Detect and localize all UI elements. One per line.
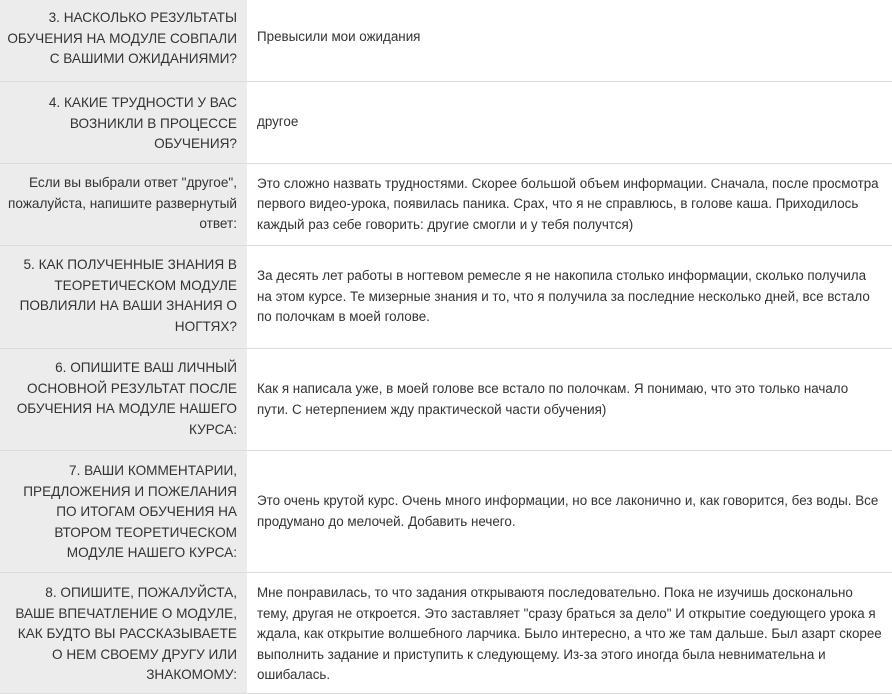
table-row: [0, 0, 892, 82]
table-row: [0, 349, 892, 451]
answer-text: Как я написала уже, в моей голове все встало по полочкам. Я понимаю, что это только начало пути. С нетерпением жду практической части обучения): [257, 381, 849, 417]
answer-text: Это сложно назвать трудностями. Скорее большой объем информации. Сначала, после просмотра первого видео-урока, появилась паника. Срах, что я не справлюсь, в голове каша. Приходилось каждый раз себе говорить: другие смогли и у тебя получтся): [257, 175, 879, 232]
question-label: 7. ВАШИ КОММЕНТАРИИ, ПРЕДЛОЖЕНИЯ И ПОЖЕЛАНИЯ ПО ИТОГАМ ОБУЧЕНИЯ НА ВТОРОМ ТЕОРЕТИЧЕСКОМ МОДУЛЕ НАШЕГО КУРСА:: [0, 451, 247, 572]
answer-text: другое: [257, 114, 299, 130]
answer-text: Это очень крутой курс. Очень много информации, но все лаконично и, как говорится, без воды. Все продумано до мелочей. Добавить нечего.: [257, 493, 879, 529]
answer-cell: [247, 0, 892, 81]
question-label: 5. КАК ПОЛУЧЕННЫЕ ЗНАНИЯ В ТЕОРЕТИЧЕСКОМ МОДУЛЕ ПОВЛИЯЛИ НА ВАШИ ЗНАНИЯ О НОГТЯХ?: [0, 246, 247, 348]
answer-text: Превысили мои ожидания: [257, 29, 421, 45]
question-label: Если вы выбрали ответ "другое", пожалуйста, напишите развернутый ответ:: [0, 164, 247, 245]
answer-cell: [247, 246, 892, 348]
answer-cell: [247, 573, 892, 693]
answer-text: Мне понравилась, то что задания открываютя последовательно. Пока не изучишь досконально тему, другая не откроется. Это заставляет "сразу браться за дело" И открытие соедующего урока я ждала, как открытие волшебного ларчика. Было интересно, а что же там дальше. Был азарт скорее выполнить задание и приступить к следующему. Из-за этого иногда была невнимательна и ошибалась.: [257, 585, 882, 682]
table-row: [0, 451, 892, 573]
answer-cell: [247, 164, 892, 245]
answer-text: За десять лет работы в ногтевом ремесле я не накопила столько информации, сколько получила на этом курсе. Те мизерные знания и то, что я получила за последние несколько дней, все встало по полочкам в моей голове.: [257, 268, 870, 325]
question-label: 8. ОПИШИТЕ, ПОЖАЛУЙСТА, ВАШЕ ВПЕЧАТЛЕНИЕ О МОДУЛЕ, КАК БУДТО ВЫ РАССКАЗЫВАЕТЕ О НЕМ СВОЕМУ ДРУГУ ИЛИ ЗНАКОМОМУ:: [0, 573, 247, 693]
table-row: [0, 82, 892, 164]
table-row: [0, 573, 892, 694]
table-row: [0, 246, 892, 349]
answer-cell: [247, 451, 892, 572]
answer-cell: [247, 349, 892, 450]
table-row: [0, 164, 892, 246]
question-label: 3. НАСКОЛЬКО РЕЗУЛЬТАТЫ ОБУЧЕНИЯ НА МОДУЛЕ СОВПАЛИ С ВАШИМИ ОЖИДАНИЯМИ?: [0, 0, 247, 81]
question-label: 6. ОПИШИТЕ ВАШ ЛИЧНЫЙ ОСНОВНОЙ РЕЗУЛЬТАТ ПОСЛЕ ОБУЧЕНИЯ НА МОДУЛЕ НАШЕГО КУРСА:: [0, 349, 247, 450]
question-label: 4. КАКИЕ ТРУДНОСТИ У ВАС ВОЗНИКЛИ В ПРОЦЕССЕ ОБУЧЕНИЯ?: [0, 82, 247, 163]
answer-cell: [247, 82, 892, 163]
